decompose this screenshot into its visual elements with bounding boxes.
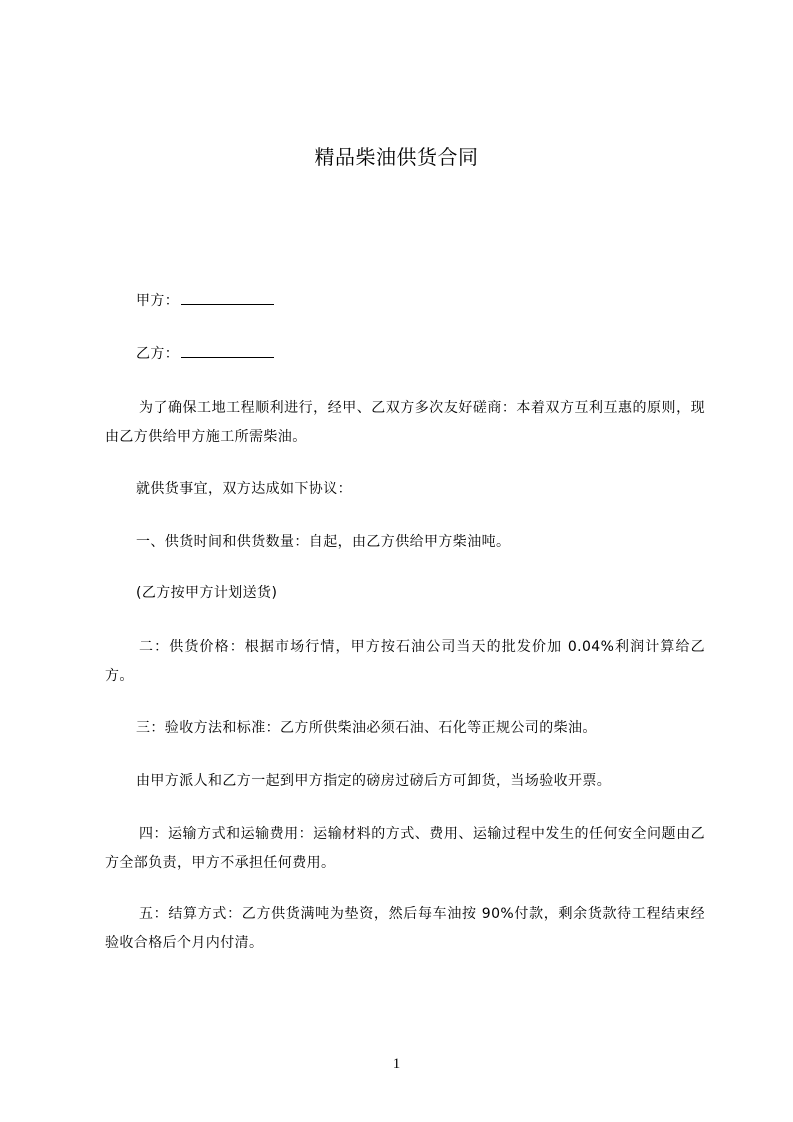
- clause-3-detail: 由甲方派人和乙方一起到甲方指定的磅房过磅后方可卸货，当场验收开票。: [136, 773, 612, 789]
- party-a-blank: [181, 290, 274, 305]
- party-a-line: [105, 287, 705, 316]
- party-b-label: 乙方：: [136, 346, 180, 362]
- party-b-line: [105, 340, 705, 369]
- clause-5: 五：结算方式：乙方供货满吨为垫资，然后每车油按 90%付款，剩余货款待工程结束经验收合格后个月内付清。: [105, 906, 705, 951]
- clause-2: 二：供货价格：根据市场行情，甲方按石油公司当天的批发价加 0.04%利润计算给乙方。: [105, 639, 705, 684]
- party-b-blank: [181, 343, 274, 358]
- clause-1-note: (乙方按甲方计划送货): [136, 585, 278, 601]
- document-title: 精品柴油供货合同: [314, 145, 479, 169]
- clause-3: 三：验收方法和标准：乙方所供柴油必须石油、石化等正规公司的柴油。: [136, 720, 597, 736]
- clause-1: 一、供货时间和供货数量：自起，由乙方供给甲方柴油吨。: [136, 534, 511, 550]
- clause-4: 四：运输方式和运输费用：运输材料的方式、费用、运输过程中发生的任何安全问题由乙方全部负责，甲方不承担任何费用。: [105, 826, 705, 871]
- page-number: 1: [392, 1056, 401, 1072]
- intro-paragraph: 为了确保工地工程顺利进行，经甲、乙双方多次友好磋商：本着双方互利互惠的原则，现由乙方供给甲方施工所需柴油。: [105, 400, 705, 445]
- agreement-paragraph: 就供货事宜，双方达成如下协议：: [136, 481, 352, 497]
- party-a-label: 甲方：: [136, 293, 180, 309]
